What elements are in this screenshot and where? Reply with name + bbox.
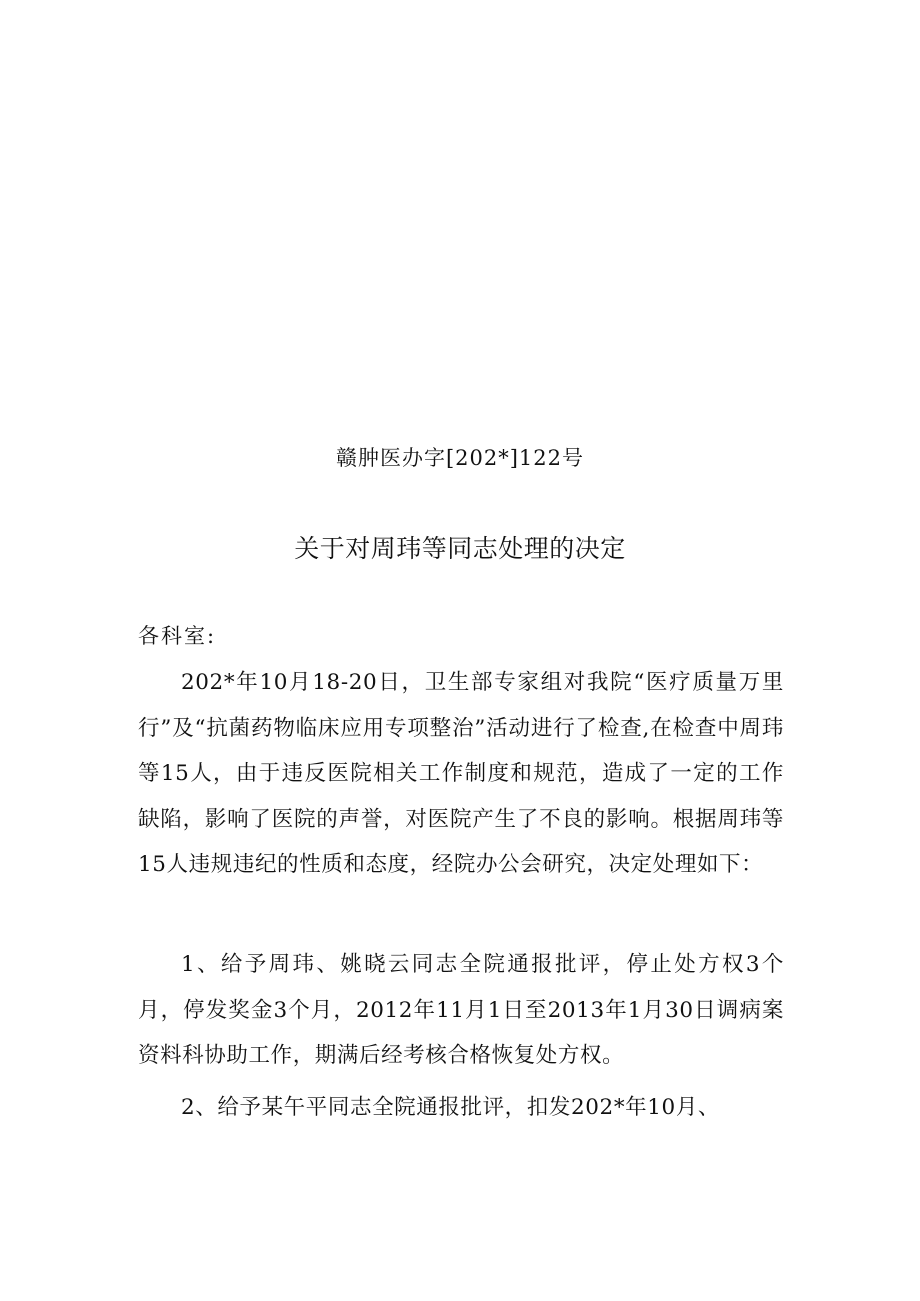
salutation: 各科室: xyxy=(138,624,217,648)
body-paragraph-intro: 202*年10月18-20日，卫生部专家组对我院“医疗质量万里行”及“抗菌药物临床应用专项整治”活动进行了检查,在检查中周玮等15人，由于违反医院相关工作制度和规范，造成了一定的工作缺陷，影响了医院的声誉，对医院产生了不良的影响。根据周玮等15人违规违纪的性质和态度，经院办公会研究，决定处理如下： xyxy=(138,670,784,877)
document-number: 赣肿医办字[202*]122号 xyxy=(335,446,585,470)
document-title: 关于对周玮等同志处理的决定 xyxy=(294,534,626,563)
body-paragraph-item-2: 2、给予某午平同志全院通报批评，扣发202*年10月、 xyxy=(181,1095,721,1120)
body-paragraph-item-1: 1、给予周玮、姚晓云同志全院通报批评，停止处方权3个月，停发奖金3个月，2012年11月1日至2013年1月30日调病案资料科协助工作，期满后经考核合格恢复处方权。 xyxy=(138,952,784,1068)
